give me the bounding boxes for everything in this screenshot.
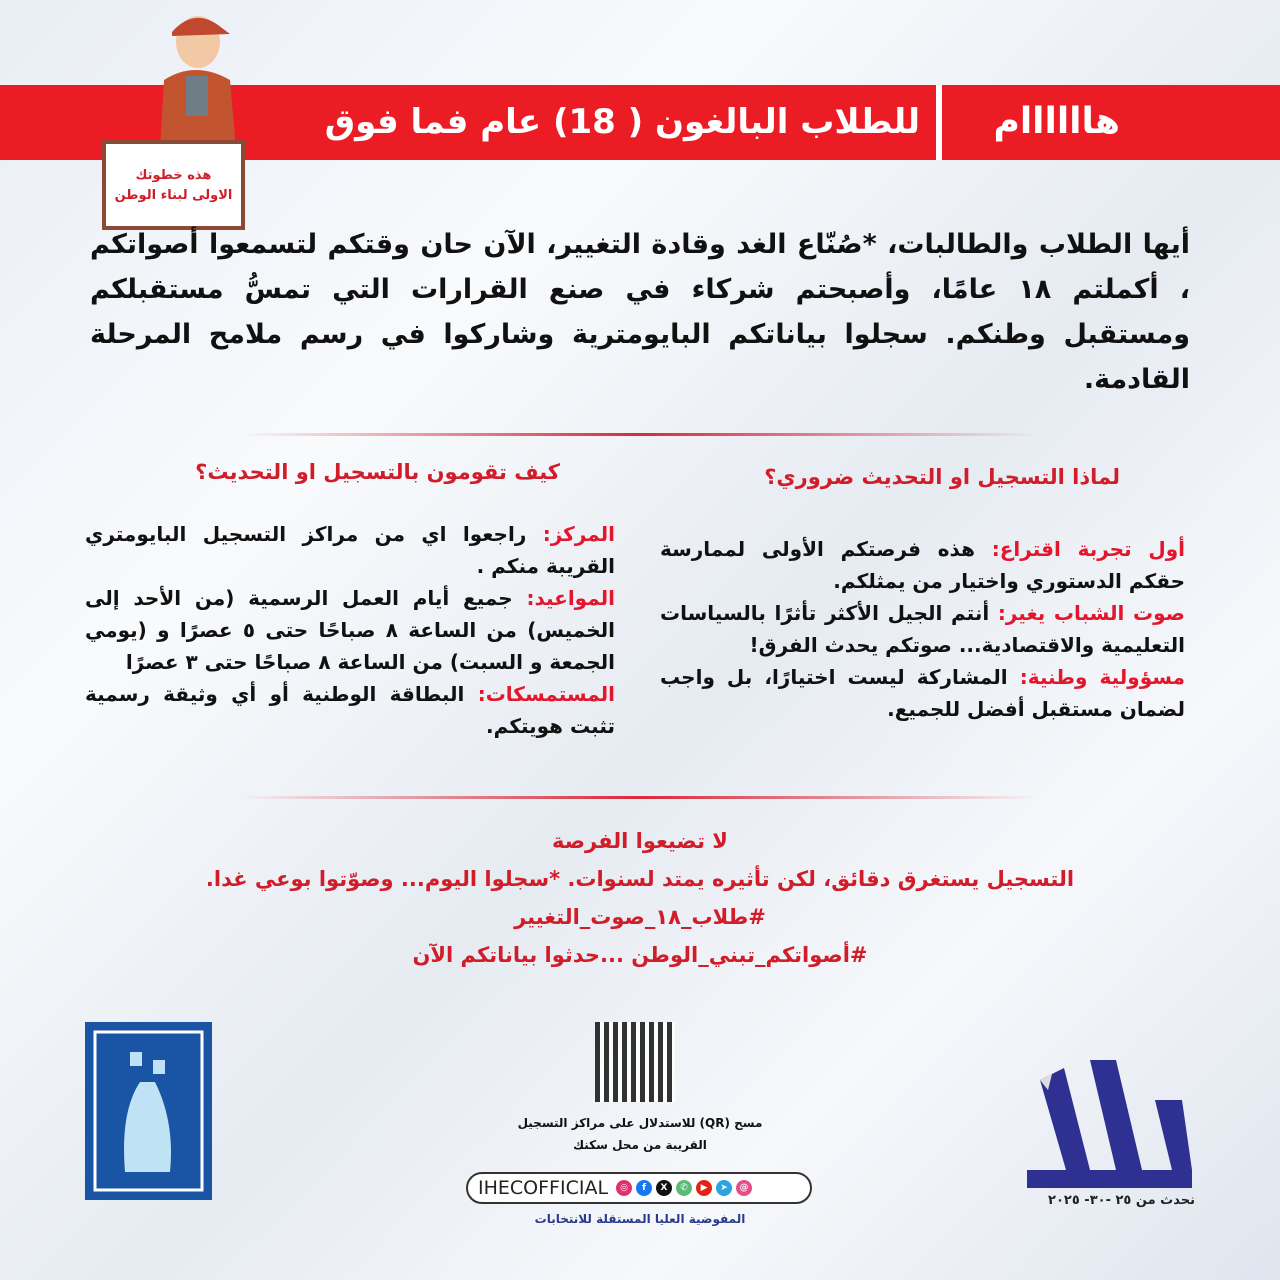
how-label: المستمسكات: [477, 682, 615, 706]
why-heading: لماذا التسجيل او التحديث ضروري؟ [764, 465, 1120, 489]
why-label: صوت الشباب يغير: [997, 601, 1185, 625]
how-text: البطاقة الوطنية أو أي وثيقة رسمية تثبت هويتكم. [85, 682, 615, 738]
x-icon[interactable]: X [656, 1180, 672, 1196]
intro-paragraph: أيها الطلاب والطالبات، *صُنّاع الغد وقادة التغيير، الآن حان وقتكم لتسمعوا أصواتكم ، أكملتم ١٨ عامًا، وأصبحتم شركاء في صنع القرارات التي تمسُّ مستقبلكم ومستقبل وطنكم. سجلوا بياناتكم البايومترية وشاركوا في رسم ملامح المرحلة القادمة. [90, 229, 1190, 395]
why-text: هذه فرصتكم الأولى لممارسة حقكم الدستوري واختيار من يمثلكم. [660, 537, 1185, 593]
hashtag: #طلاب_١٨_صوت_التغيير [514, 905, 766, 929]
cta-title: لا تضيعوا الفرصة [552, 829, 728, 853]
bala-logo [1012, 1060, 1192, 1190]
sign-line-2: الاولى لبناء الوطن [114, 188, 233, 203]
why-label: أول تجربة اقتراع: [991, 537, 1185, 561]
header-title: للطلاب البالغون ( 18) عام فما فوق [324, 102, 920, 142]
boy-illustration [150, 10, 240, 150]
call-to-action [200, 822, 1080, 974]
banner-divider [936, 85, 942, 160]
threads-icon[interactable]: @ [736, 1180, 752, 1196]
why-text: أنتم الجيل الأكثر تأثرًا بالسياسات التعليمية والاقتصادية... صوتكم يحدث الفرق! [660, 601, 1185, 657]
how-list [85, 518, 615, 742]
why-text: المشاركة ليست اختيارًا، بل واجب لضمان مستقبل أفضل للجميع. [660, 665, 1185, 721]
youtube-icon[interactable]: ▶ [696, 1180, 712, 1196]
how-heading: كيف تقومون بالتسجيل او التحديث؟ [195, 460, 560, 484]
social-handle: IHECOFFICIAL [478, 1177, 609, 1199]
viber-icon[interactable]: ✆ [676, 1180, 692, 1196]
why-label: مسؤولية وطنية: [1019, 665, 1185, 689]
how-label: المواعيد: [526, 586, 615, 610]
qr-caption-line: القريبة من محل سكنك [573, 1138, 707, 1152]
telegram-icon[interactable]: ➤ [716, 1180, 732, 1196]
how-text: راجعوا اي من مراكز التسجيل البايومتري القريبة منكم . [85, 522, 615, 578]
qr-code[interactable] [595, 1022, 675, 1102]
why-list [660, 533, 1185, 725]
organization-name: المفوضية العليا المستقلة للانتخابات [534, 1212, 746, 1226]
how-label: المركز: [542, 522, 615, 546]
sign-line-1: هذه خطوتك [135, 168, 212, 183]
social-bar [466, 1172, 812, 1204]
cta-line: التسجيل يستغرق دقائق، لكن تأثيره يمتد لسنوات. *سجلوا اليوم... وصوّتوا بوعي غدا. [205, 867, 1075, 891]
how-text: جميع أيام العمل الرسمية (من الأحد إلى الخميس) من الساعة ٨ صباحًا حتى ٥ عصرًا و (يومي الجمعة و السبت) من الساعة ٨ صباحًا حتى ٣ عصرًا [85, 586, 615, 674]
update-dates: نحدث من ٢٥ -٣٠- ٢٠٢٥ [1048, 1193, 1195, 1208]
ihec-logo [85, 1022, 212, 1200]
instagram-icon[interactable]: ◎ [616, 1180, 632, 1196]
section-divider [240, 433, 1040, 436]
qr-caption-line: مسح (QR) للاستدلال على مراكز التسجيل [517, 1116, 763, 1130]
section-divider [240, 796, 1040, 799]
sign-card [102, 140, 245, 230]
facebook-icon[interactable]: f [636, 1180, 652, 1196]
qr-caption [460, 1112, 820, 1156]
header-attention: هاااااام [993, 101, 1120, 142]
hashtag: #أصواتكم_تبني_الوطن ...حدثوا بياناتكم الآن [412, 943, 868, 967]
